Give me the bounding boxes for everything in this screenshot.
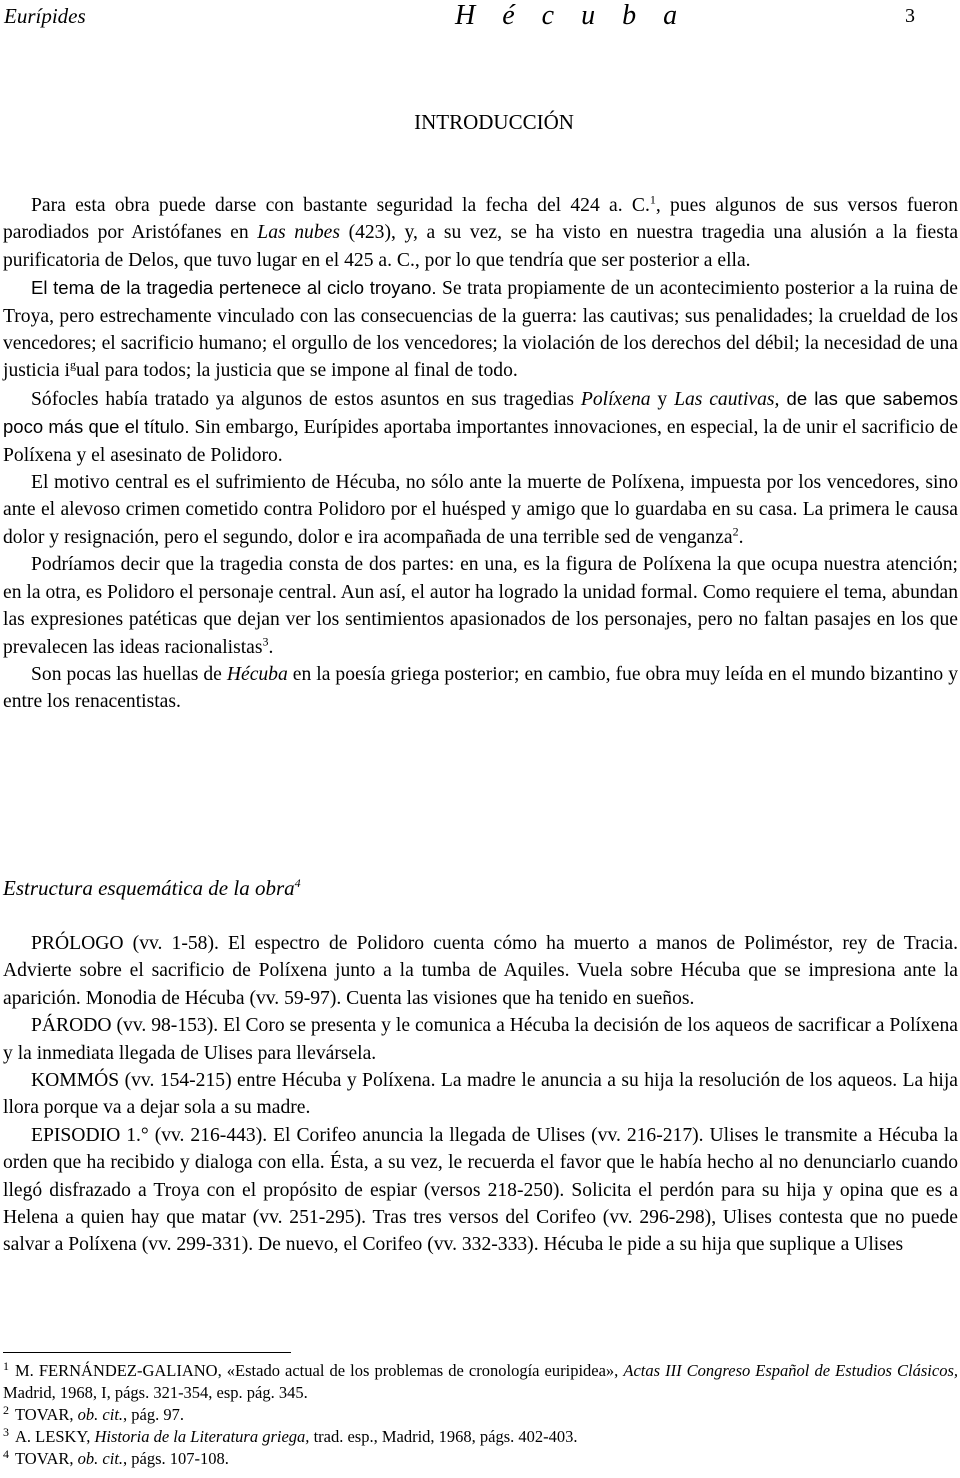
structure-kommos: KOMMÓS (vv. 154-215) entre Hécuba y Políxena. La madre le anuncia a su hija la resolución de los aqueos. La hija llora porque va a dejar sola a su madre. xyxy=(3,1070,958,1119)
page-number: 3 xyxy=(905,5,915,27)
footnote-divider xyxy=(3,1352,291,1353)
paragraph-3: Sófocles había tratado ya algunos de estos asuntos en sus tragedias Políxena y Las cautivas, de las que sabemos poco más que el título. Sin embargo, Eurípides aportaba importantes innovaciones, en especial, la de unir el sacrificio de Políxena y el asesinato de Polidoro. xyxy=(3,387,959,466)
introduction-heading: INTRODUCCIÓN xyxy=(414,110,574,134)
footnote-ref-2[interactable]: 2 xyxy=(732,524,739,539)
footnote-ref-3[interactable]: 3 xyxy=(262,633,269,648)
structure-episodio-1: EPISODIO 1.° (vv. 216-443). El Corifeo anuncia la llegada de Ulises (vv. 216-217). Ulises le transmite a Hécuba la orden que ha recibido y dialoga con ella. Ésta, a su vez, le recuerda el favor que le había hecho al no denunciarlo cuando llegó disfrazado a Troya con el propósito de espiar (versos 218-250). Solicita el perdón para su hija y opina que es a Helena a quien hay que matar (vv. 251-295). Tras tres versos del Corifeo (vv. 296-298), Ulises contesta que no puede salvar a Políxena (vv. 299-331). De nuevo, el Corifeo (vv. 332-333). Hécuba le pide a su hija que suplique a Ulises xyxy=(3,1124,958,1256)
structure-parodo: PÁRODO (vv. 98-153). El Coro se presenta y le comunica a Hécuba la decisión de los aqueos de sacrificar a Políxena y la inmediata llegada de Ulises para llevársela. xyxy=(3,1015,958,1064)
paragraph-5: Podríamos decir que la tragedia consta de dos partes: en una, es la figura de Políxena la que ocupa nuestra atención; en la otra, es Polidoro el personaje central. Aun así, el autor ha logrado la unidad formal. Como requiere el tema, abundan las expresiones patéticas que dejan ver los sentimientos apasionados de los personajes, pero no faltan pasajes en los que prevalecen las ideas racionalistas$^3$. xyxy=(3,554,958,658)
paragraph-1: Para esta obra puede darse con bastante seguridad la fecha del 424 a. C.$^1$, pues algunos de sus versos fueron parodiados por Aristófanes en Las nubes (423), y, a su vez, se ha visto en nuestra tragedia una alusión a la fiesta purificatoria de Delos, que tuvo lugar en el 425 a. C., por lo que tendría que ser posterior a ella. xyxy=(3,192,959,271)
footnote-ref-4[interactable]: 4 xyxy=(294,876,301,890)
footnote-4: $^4$ TOVAR, ob. cit., págs. 107-108. xyxy=(3,1446,229,1468)
running-header xyxy=(0,0,960,40)
footnote-2: $^2$ TOVAR, ob. cit., pág. 97. xyxy=(3,1402,184,1424)
structure-body xyxy=(3,930,958,1259)
footnote-ref-1[interactable]: 1 xyxy=(649,192,656,207)
footnotes xyxy=(3,1360,958,1470)
paragraph-4: El motivo central es el sufrimiento de Hécuba, no sólo ante la muerte de Políxena, impuesta por los vencedores, sino ante el alevoso crimen cometido contra Polidoro por el huésped y amigo que lo guardaba en su casa. La primera le causa dolor y resignación, pero el segundo, dolor e ira acompañada de una terrible sed de venganza$^2$. xyxy=(3,472,958,548)
header-title: H é c u b a xyxy=(455,0,688,31)
header-author: Eurípides xyxy=(4,4,86,28)
introduction-body xyxy=(3,192,958,716)
footnote-1: $^1$ M. FERNÁNDEZ-GALIANO, «Estado actual de los problemas de cronología euripidea», Actas III Congreso Español de Estudios Clásicos, Madrid, 1968, I, págs. 321-354, esp. pág. 345. xyxy=(3,1358,958,1402)
structure-heading: Estructura esquemática de la obra$^4$ xyxy=(3,876,301,900)
structure-prologo: PRÓLOGO (vv. 1-58). El espectro de Polidoro cuenta cómo ha muerto a manos de Poliméstor, rey de Tracia. Advierte sobre el sacrificio de Políxena junto a la tumba de Aquiles. Vuela sobre Hécuba que se impresiona ante la aparición. Monodia de Hécuba (vv. 59-97). Cuenta las visiones que ha tenido en sueños. xyxy=(3,933,958,1009)
footnote-3: $^3$ A. LESKY, Historia de la Literatura griega, trad. esp., Madrid, 1968, págs. 402-403. xyxy=(3,1424,578,1446)
paragraph-6: Son pocas las huellas de Hécuba en la poesía griega posterior; en cambio, fue obra muy leída en el mundo bizantino y entre los renacentistas. xyxy=(3,663,958,713)
paragraph-2: El tema de la tragedia pertenece al ciclo troyano. Se trata propiamente de un acontecimiento posterior a la ruina de Troya, pero estrechamente vinculado con las consecuencias de la guerra: las cautivas; sus penalidades; la crueldad de los vencedores; el sacrificio humano; el orgullo de los vencedores; la violación de los derechos del débil; la necesidad de una justicia $i^gual$ para todos; la justicia que se impone al final de todo. xyxy=(3,277,958,382)
